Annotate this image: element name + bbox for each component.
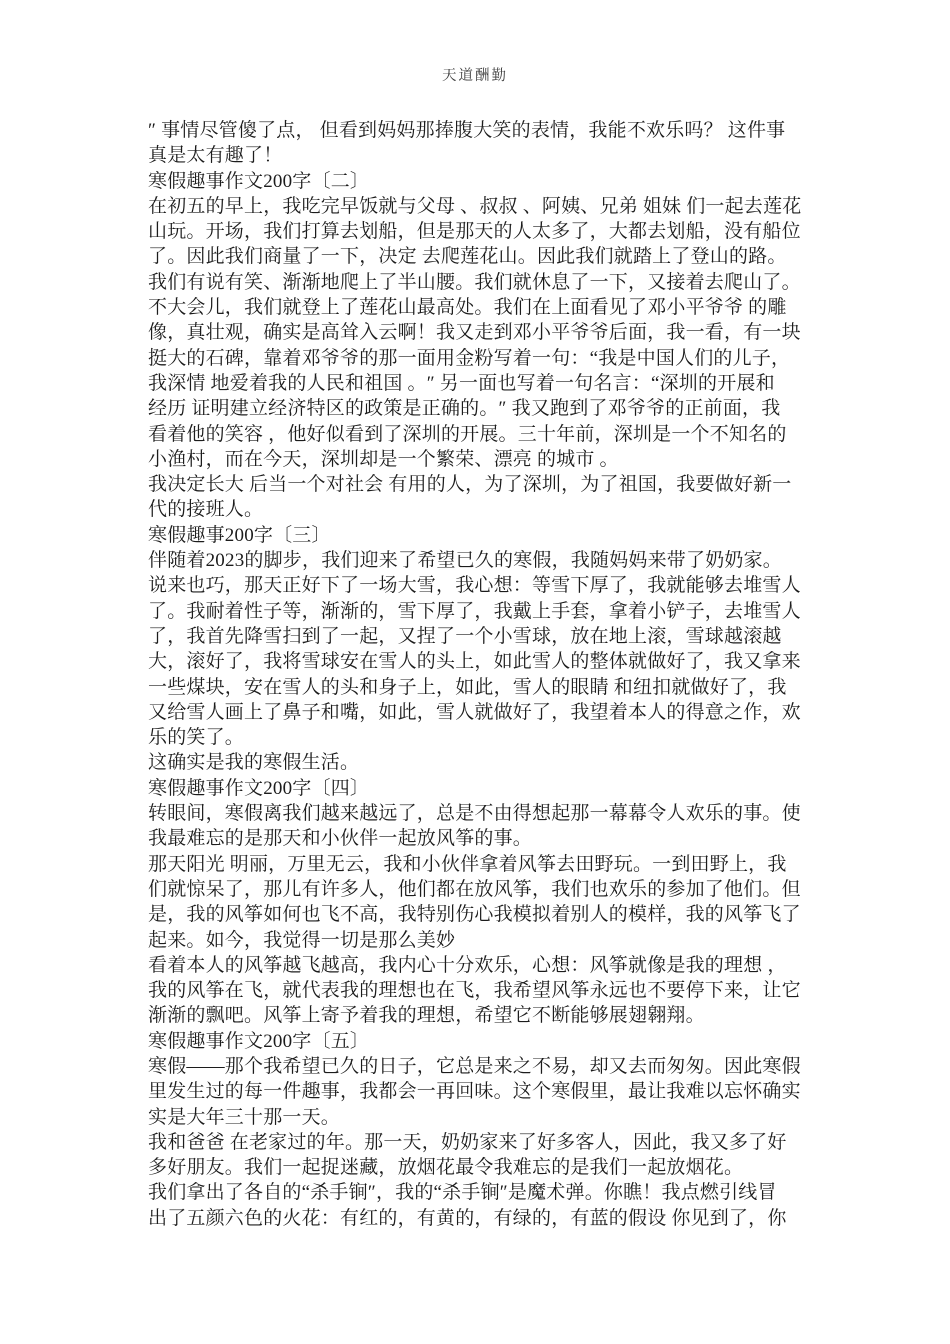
text-line: 出了五颜六色的火花：有红的，有黄的，有绿的，有蓝的假设 你见到了，你 — [148, 1207, 787, 1229]
text-line: 乐的笑了。 — [148, 727, 245, 749]
document-body — [148, 118, 820, 1231]
text-line: 在初五的早上，我吃完早饭就与父母 、叔叔 、阿姨、兄弟 姐妹 们一起去莲花 — [148, 195, 802, 217]
text-line: 我们拿出了各自的“杀手锏″，我的“杀手锏″是魔术弹。你瞧！我点燃引线冒 — [148, 1182, 777, 1204]
text-line: 实是大年三十那一天。 — [148, 1106, 341, 1128]
text-line: 经历 证明建立经济特区的政策是正确的。″ 我又跑到了邓爷爷的正前面，我 — [148, 398, 781, 420]
text-line: 寒假——那个我希望已久的日子，它总是来之不易，却又去而匆匆。因此寒假 — [148, 1055, 801, 1077]
text-line: 我最难忘的是那天和小伙伴一起放风筝的事。 — [148, 828, 533, 850]
text-line: 小渔村，而在今天，深圳却是一个繁荣、漂亮 的城市 。 — [148, 448, 619, 470]
text-line: 我的风筝在飞，就代表我的理想也在飞，我希望风筝永远也不要停下来，让它 — [148, 980, 801, 1002]
text-line: 们就惊呆了，那儿有许多人，他们都在放风筝，我们也欢乐的参加了他们。但 — [148, 878, 801, 900]
text-line: 一些煤块，安在雪人的头和身子上，如此，雪人的眼睛 和纽扣就做好了，我 — [148, 676, 787, 698]
text-line: 山玩。开场，我们打算去划船，但是那天的人太多了，大都去划船，没有船位 — [148, 221, 801, 243]
text-line: 了。因此我们商量了一下，决定 去爬莲花山。因此我们就踏上了登山的路。 — [148, 246, 787, 268]
text-line: 寒假趣事作文200字〔二〕 — [148, 170, 370, 192]
text-line: 渐渐的飘吧。风筝上寄予着我的理想，希望它不断能够展翅翱翔。 — [148, 1005, 705, 1027]
text-line: 了。我耐着性子等，渐渐的，雪下厚了，我戴上手套，拿着小铲子，去堆雪人 — [148, 600, 801, 622]
text-line: 多好朋友。我们一起捉迷藏，放烟花最令我难忘的是我们一起放烟花。 — [148, 1157, 744, 1179]
text-line: 不大会儿，我们就登上了莲花山最高处。我们在上面看见了邓小平爷爷 的雕 — [148, 297, 787, 319]
text-line: 转眼间，寒假离我们越来越远了，总是不由得想起那一幕幕令人欢乐的事。使 — [148, 803, 801, 825]
text-line: 了，我首先降雪扫到了一起，又捏了一个小雪球，放在地上滚，雪球越滚越 — [148, 625, 782, 647]
text-line: 代的接班人。 — [148, 499, 264, 521]
text-line: 大，滚好了，我将雪球安在雪人的头上，如此雪人的整体就做好了，我又拿来 — [148, 651, 801, 673]
text-line: 又给雪人画上了鼻子和嘴，如此，雪人就做好了，我望着本人的得意之作，欢 — [148, 701, 801, 723]
text-line: 起来。如今，我觉得一切是那么美妙 — [148, 929, 456, 951]
text-line: 看着本人的风筝越飞越高，我内心十分欢乐，心想：风筝就像是我的理想 ， — [148, 954, 787, 976]
text-line: 我和爸爸 在老家过的年。那一天，奶奶家来了好多客人，因此，我又多了好 — [148, 1131, 787, 1153]
text-line: ″ 事情尽管傻了点， 但看到妈妈那捧腹大笑的表情，我能不欢乐吗？ 这件事 — [148, 120, 786, 141]
text-line: 寒假趣事作文200字〔五〕 — [148, 1030, 370, 1052]
text-line: 真是太有趣了！ — [148, 145, 283, 167]
text-line: 寒假趣事作文200字〔四〕 — [148, 777, 370, 799]
text-line: 像，真壮观，确实是高耸入云啊！我又走到邓小平爷爷后面，我一看，有一块 — [148, 322, 801, 344]
text-line: 我决定长大 后当一个对社会 有用的人，为了深圳，为了祖国，我要做好新一 — [148, 474, 792, 496]
text-line: 说来也巧，那天正好下了一场大雪，我心想：等雪下厚了，我就能够去堆雪人 — [148, 575, 801, 597]
text-line: 我们有说有笑、渐渐地爬上了半山腰。我们就休息了一下，又接着去爬山了。 — [148, 271, 801, 293]
text-line: 这确实是我的寒假生活。 — [148, 752, 360, 774]
text-line: 里发生过的每一件趣事，我都会一再回味。这个寒假里，最让我难以忘怀确实 — [148, 1081, 801, 1103]
text-line: 挺大的石碑，靠着邓爷爷的那一面用金粉写着一句：“我是中国人们的儿子， — [148, 347, 791, 369]
text-line: 寒假趣事200字〔三〕 — [148, 524, 331, 546]
text-line: 那天阳光 明丽，万里无云，我和小伙伴拿着风筝去田野玩。一到田野上，我 — [148, 853, 787, 875]
text-line: 看着他的笑容 ，他好似看到了深圳的开展。三十年前，深圳是一个不知名的 — [148, 423, 787, 445]
text-line: 伴随着2023的脚步，我们迎来了希望已久的寒假，我随妈妈来带了奶奶家。 — [148, 550, 783, 572]
text-line: 我深情 地爱着我的人民和祖国 。″ 另一面也写着一句名言：“深圳的开展和 — [148, 372, 775, 394]
page-header: 天道酬勤 — [442, 68, 508, 84]
text-line: 是，我的风筝如何也飞不高，我特别伤心我模拟着别人的模样，我的风筝飞了 — [148, 904, 801, 926]
